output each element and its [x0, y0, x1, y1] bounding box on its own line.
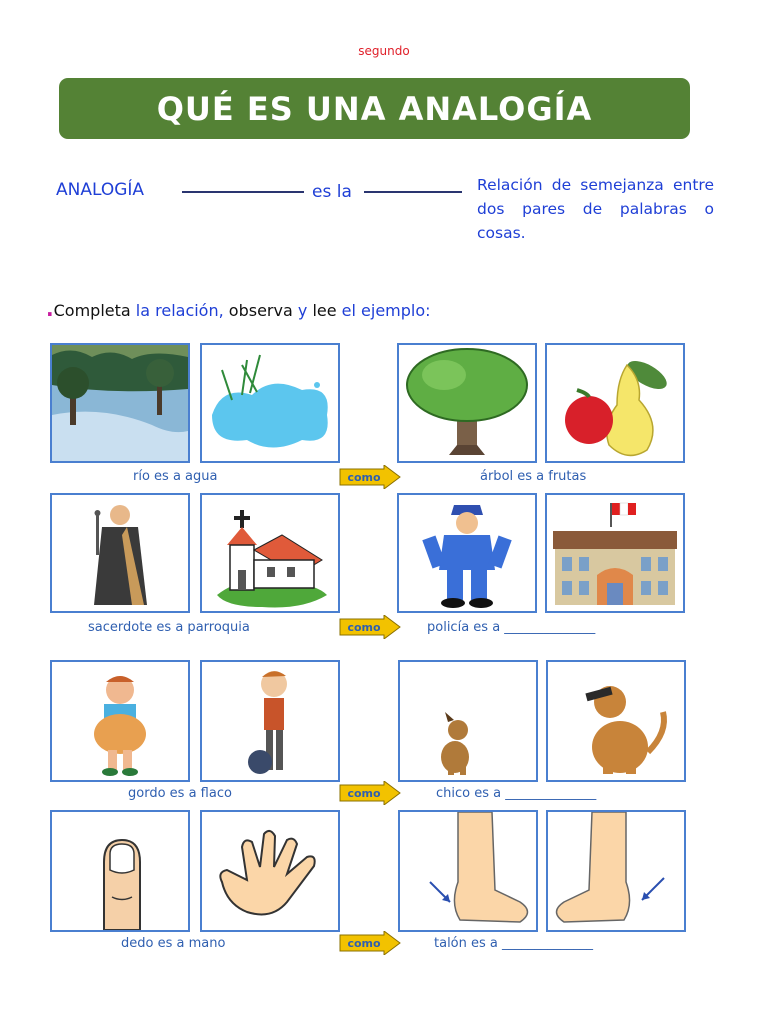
como-arrow-icon — [338, 615, 402, 639]
thin-boy-image — [200, 660, 340, 782]
instruction-part: observa — [228, 301, 293, 320]
row3-right-caption: chico es a ______________ — [436, 786, 597, 801]
definition-term: ANALOGÍA — [56, 180, 145, 200]
row2-right-caption: policía es a ______________ — [427, 620, 596, 635]
instruction — [46, 297, 431, 321]
definition-line-1 — [182, 191, 304, 193]
row3-left-caption: gordo es a flaco — [128, 786, 232, 801]
instruction-bullet: . — [46, 297, 54, 321]
fruits-image — [545, 343, 685, 463]
row4-right-caption: talón es a ______________ — [434, 936, 594, 951]
tree-image — [397, 343, 537, 463]
police-image — [397, 493, 537, 613]
como-label: como — [347, 471, 381, 484]
finger-image — [50, 810, 190, 932]
police-station-image — [545, 493, 685, 613]
water-image — [200, 343, 340, 463]
definition-line-2 — [364, 191, 462, 193]
small-dog-image — [398, 660, 538, 782]
como-arrow-icon — [338, 465, 402, 489]
river-image — [50, 343, 190, 463]
grade-label: segundo — [358, 44, 410, 58]
como-label: como — [347, 621, 381, 634]
instruction-part: y — [297, 301, 308, 320]
title-banner — [59, 78, 690, 139]
instruction-part: lee — [312, 301, 337, 320]
como-label: como — [347, 937, 381, 950]
como-label: como — [347, 787, 381, 800]
row4-left-caption: dedo es a mano — [121, 936, 226, 951]
hand-image — [200, 810, 340, 932]
row1-left-caption: río es a agua — [133, 469, 218, 484]
page-title: QUÉ ES UNA ANALOGÍA — [156, 89, 593, 128]
fat-boy-image — [50, 660, 190, 782]
definition-text: Relación de semejanza entre dos pares de palabras o cosas. — [477, 176, 714, 242]
row2-left-caption: sacerdote es a parroquia — [88, 620, 250, 635]
row1-right-caption: árbol es a frutas — [480, 469, 587, 484]
big-dog-image — [546, 660, 686, 782]
heel-left-image — [398, 810, 538, 932]
como-arrow-icon — [338, 931, 402, 955]
como-arrow-icon — [338, 781, 402, 805]
parish-image — [200, 493, 340, 613]
heel-right-image — [546, 810, 686, 932]
instruction-part: Completa — [53, 301, 131, 320]
priest-image — [50, 493, 190, 613]
definition-connector: es la — [312, 182, 352, 202]
instruction-part: el ejemplo — [341, 301, 426, 320]
instruction-part: la relación, — [135, 301, 224, 320]
instruction-part: : — [425, 301, 431, 320]
